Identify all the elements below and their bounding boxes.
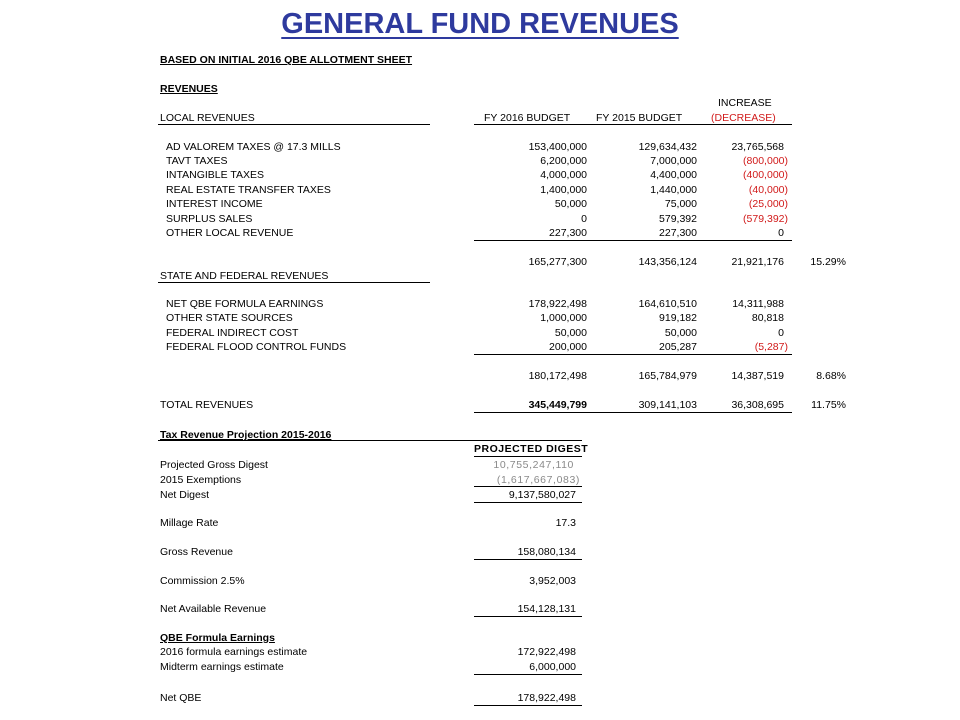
local-revenues-heading: LOCAL REVENUES <box>160 112 255 124</box>
local-row-change: 23,765,568 <box>731 141 784 153</box>
state-total-fy2015: 165,784,979 <box>638 370 697 382</box>
local-row-label: TAVT TAXES <box>166 155 228 167</box>
state-row-label: OTHER STATE SOURCES <box>166 312 293 324</box>
tax-row-value: 154,128,131 <box>517 603 576 615</box>
local-row-fy2016: 50,000 <box>554 198 587 210</box>
tax-row-value: 17.3 <box>555 517 576 529</box>
col-fy2016-header: FY 2016 BUDGET <box>484 112 571 124</box>
local-row-fy2016: 6,200,000 <box>540 155 587 167</box>
sheet-heading: BASED ON INITIAL 2016 QBE ALLOTMENT SHEET <box>160 54 413 66</box>
col-increase-header: INCREASE <box>718 97 772 109</box>
total-revenues-fy2016: 345,449,799 <box>528 399 587 411</box>
local-row-label: SURPLUS SALES <box>166 213 253 225</box>
local-row-change: (40,000) <box>748 184 788 196</box>
net-qbe-underline <box>474 705 582 706</box>
local-row-change: (800,000) <box>743 155 788 167</box>
state-total-fy2016: 180,172,498 <box>528 370 587 382</box>
state-row-change: 80,818 <box>751 312 784 324</box>
tax-row-label: 2015 Exemptions <box>160 474 242 486</box>
local-row-fy2016: 0 <box>581 213 587 225</box>
midterm-underline <box>474 674 582 675</box>
local-row-fy2016: 153,400,000 <box>528 141 587 153</box>
state-total-change: 14,387,519 <box>731 370 784 382</box>
tax-row-value: (1,617,667,083) <box>496 474 580 486</box>
tax-row-label: Commission 2.5% <box>160 575 245 587</box>
local-row-change: (400,000) <box>743 169 788 181</box>
local-row-change: (25,000) <box>748 198 788 210</box>
local-row-fy2015: 579,392 <box>659 213 697 225</box>
tax-row-value: 9,137,580,027 <box>508 489 576 501</box>
local-row-change: 0 <box>778 227 784 239</box>
state-row-change: (5,287) <box>754 341 788 353</box>
local-total-fy2015: 143,356,124 <box>638 256 697 268</box>
local-row-fy2016: 227,300 <box>549 227 587 239</box>
tax-row-label: Millage Rate <box>160 517 219 529</box>
local-heading-underline <box>158 124 430 125</box>
tax-row-value: 3,952,003 <box>529 575 576 587</box>
qbe-row-value: 172,922,498 <box>517 646 576 658</box>
local-row-label: AD VALOREM TAXES @ 17.3 MILLS <box>166 141 341 153</box>
local-total-fy2016: 165,277,300 <box>528 256 587 268</box>
state-row-fy2016: 1,000,000 <box>540 312 587 324</box>
state-row-fy2015: 919,182 <box>659 312 697 324</box>
tax-row-value: 158,080,134 <box>517 546 576 558</box>
exemptions-underline <box>474 486 582 487</box>
qbe-row-value: 178,922,498 <box>517 692 576 704</box>
local-row-change: (579,392) <box>743 213 788 225</box>
state-heading-underline <box>158 282 430 283</box>
qbe-heading: QBE Formula Earnings <box>160 632 275 644</box>
state-row-label: FEDERAL FLOOD CONTROL FUNDS <box>166 341 347 353</box>
local-row-fy2016: 4,000,000 <box>540 169 587 181</box>
state-row-fy2016: 50,000 <box>554 327 587 339</box>
state-subtotal-line <box>474 354 792 355</box>
tax-row-value: 10,755,247,110 <box>493 459 574 471</box>
local-row-label: OTHER LOCAL REVENUE <box>166 227 294 239</box>
qbe-row-label: 2016 formula earnings estimate <box>160 646 308 658</box>
total-revenues-change: 36,308,695 <box>731 399 784 411</box>
tax-row-label: Net Available Revenue <box>160 603 267 615</box>
local-row-fy2015: 75,000 <box>664 198 697 210</box>
page-title: GENERAL FUND REVENUES <box>281 8 679 40</box>
state-row-change: 14,311,988 <box>732 298 784 310</box>
state-row-fy2015: 205,287 <box>659 341 697 353</box>
total-revenues-label: TOTAL REVENUES <box>160 399 254 411</box>
net-available-underline <box>474 616 582 617</box>
gross-revenue-underline <box>474 559 582 560</box>
state-row-fy2015: 164,610,510 <box>638 298 697 310</box>
local-subtotal-line <box>474 240 792 241</box>
tax-row-label: Gross Revenue <box>160 546 233 558</box>
local-row-fy2015: 1,440,000 <box>650 184 697 196</box>
col-fy2015-header: FY 2015 BUDGET <box>596 112 683 124</box>
revenues-heading: REVENUES <box>160 83 218 95</box>
qbe-row-value: 6,000,000 <box>529 661 576 673</box>
local-row-fy2015: 227,300 <box>659 227 697 239</box>
qbe-row-label: Net QBE <box>160 692 202 704</box>
state-row-fy2016: 200,000 <box>549 341 587 353</box>
state-row-label: FEDERAL INDIRECT COST <box>166 327 299 339</box>
local-row-label: REAL ESTATE TRANSFER TAXES <box>166 184 331 196</box>
header-underline <box>474 124 792 125</box>
local-row-label: INTANGIBLE TAXES <box>166 169 265 181</box>
tax-row-label: Projected Gross Digest <box>160 459 268 471</box>
total-revenues-fy2015: 309,141,103 <box>638 399 697 411</box>
tax-row-label: Net Digest <box>160 489 210 501</box>
local-row-fy2016: 1,400,000 <box>540 184 587 196</box>
projected-digest-header: PROJECTED DIGEST <box>474 443 589 455</box>
qbe-row-label: Midterm earnings estimate <box>160 661 284 673</box>
col-decrease-header: (DECREASE) <box>711 112 776 124</box>
local-row-fy2015: 4,400,000 <box>650 169 697 181</box>
local-row-fy2015: 7,000,000 <box>650 155 697 167</box>
net-digest-underline <box>474 502 582 503</box>
local-total-pct: 15.29% <box>810 256 846 268</box>
state-row-change: 0 <box>778 327 784 339</box>
state-row-fy2016: 178,922,498 <box>528 298 587 310</box>
local-total-change: 21,921,176 <box>731 256 784 268</box>
local-row-fy2015: 129,634,432 <box>638 141 697 153</box>
state-federal-heading: STATE AND FEDERAL REVENUES <box>160 270 329 282</box>
tax-heading-rule <box>158 440 582 441</box>
total-revenues-line <box>474 412 792 413</box>
state-row-label: NET QBE FORMULA EARNINGS <box>166 298 324 310</box>
tax-projection-heading: Tax Revenue Projection 2015-2016 <box>160 429 332 441</box>
state-row-fy2015: 50,000 <box>664 327 697 339</box>
projected-digest-underline <box>474 456 582 457</box>
state-total-pct: 8.68% <box>816 370 846 382</box>
local-row-label: INTEREST INCOME <box>166 198 263 210</box>
total-revenues-pct: 11.75% <box>811 399 846 411</box>
